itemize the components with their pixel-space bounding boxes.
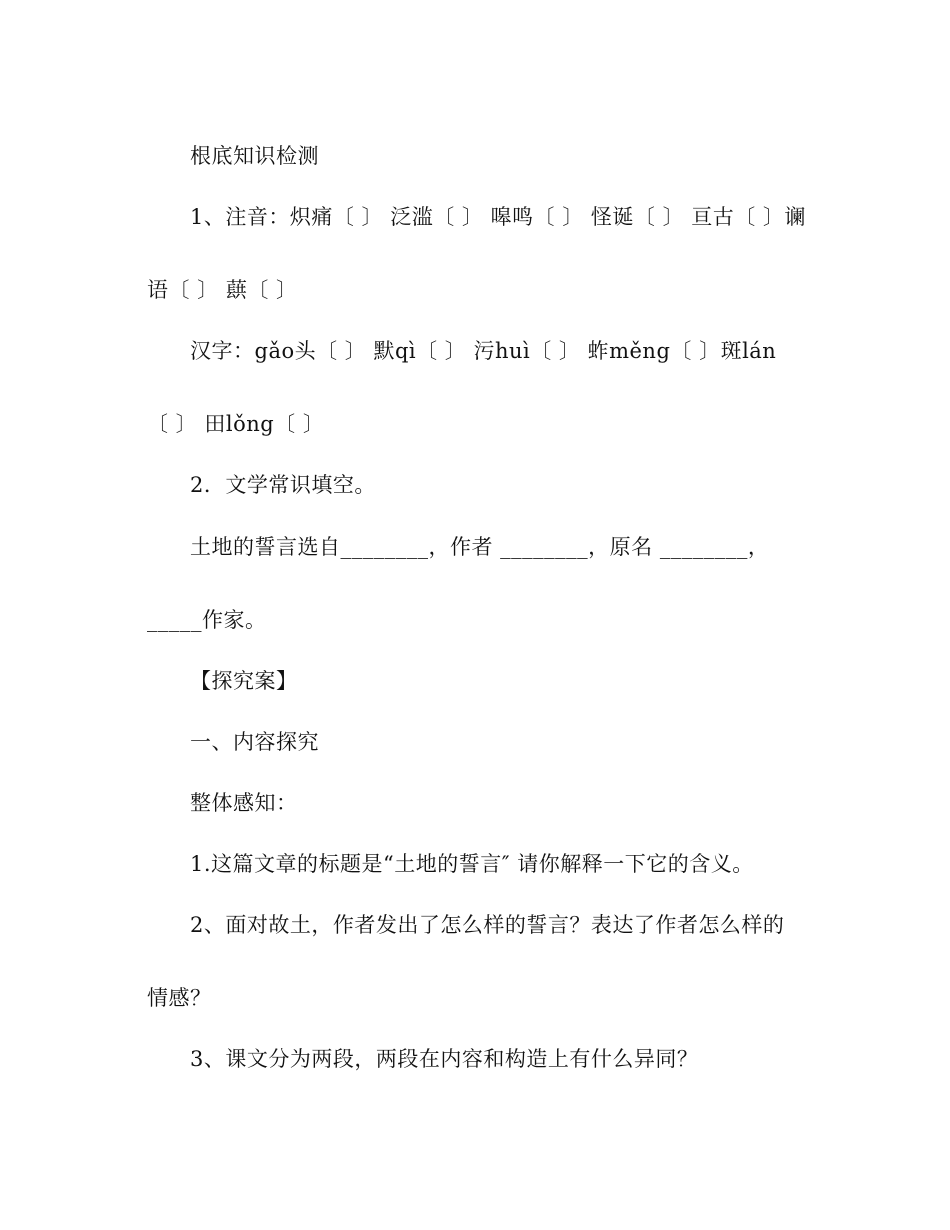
question-1-hanzi-line-2: 〔 〕 田lǒng〔 〕 (147, 412, 325, 436)
subsection-overall-perception: 整体感知： (190, 791, 298, 815)
section-heading-basic-knowledge: 根底知识检测 (190, 144, 319, 168)
section-heading-inquiry: 【探究案】 (190, 669, 298, 693)
subsection-content-inquiry: 一、内容探究 (190, 730, 319, 754)
inquiry-question-2-line-1: 2、面对故土，作者发出了怎么样的誓言？表达了作者怎么样的 (190, 913, 785, 937)
inquiry-question-3: 3、课文分为两段，两段在内容和构造上有什么异同？ (190, 1047, 699, 1071)
inquiry-question-2-line-2: 情感？ (147, 986, 212, 1010)
question-2-fill-line-2: _____作家。 (147, 608, 267, 632)
question-1-pinyin-line-2: 语〔 〕 蕻〔 〕 (147, 278, 298, 302)
question-2-fill-line-1: 土地的誓言选自________，作者 ________，原名 ________， (190, 535, 770, 559)
question-1-hanzi-line-1: 汉字：gǎo头〔 〕 默qì〔 〕 污huì〔 〕 蚱měng〔 〕斑lán (190, 339, 777, 363)
question-2-heading: 2．文学常识填空。 (190, 473, 376, 497)
inquiry-question-1: 1.这篇文章的标题是“土地的誓言″ 请你解释一下它的含义。 (190, 852, 754, 876)
question-1-pinyin-line-1: 1、注音：炽痛〔 〕 泛滥〔 〕 嗥鸣〔 〕 怪诞〔 〕 亘古〔 〕谰 (190, 205, 806, 229)
